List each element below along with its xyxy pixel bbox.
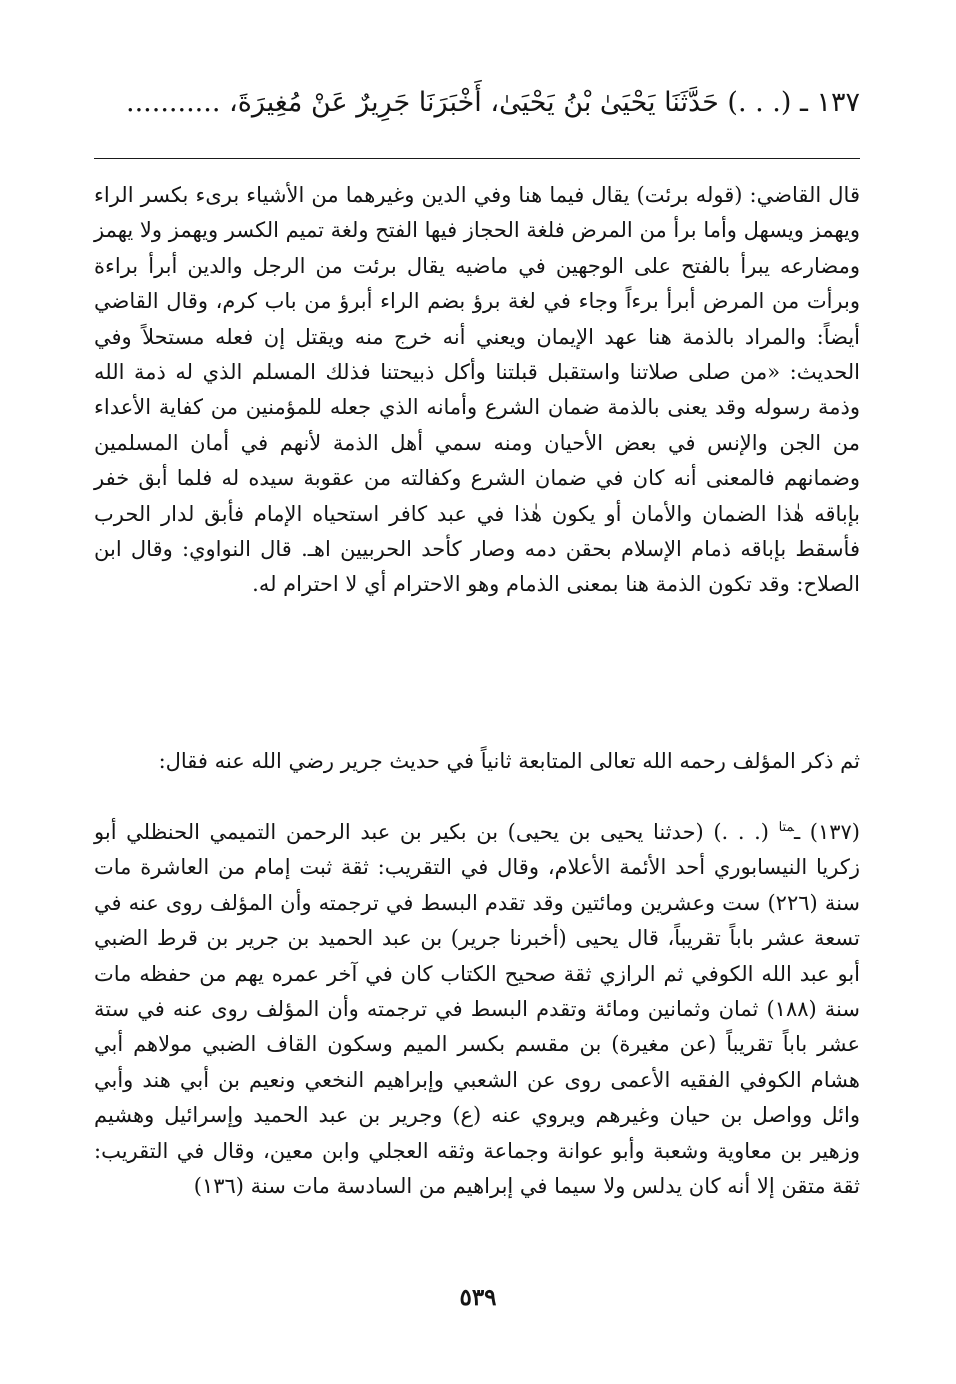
narration-ellipsis: (. . .): [713, 820, 769, 844]
commentary-paragraph: قال القاضي: (قوله برئت) يقال فيما هنا وفي الدين وغيرهما من الأشياء برىء بكسر الراء ويهمز ويسهل وأما برأ من المرض فلغة الحجاز فيها الفتح ولغة تميم الكسر ويهمز ولا يهمز ومضارعه يبرأ بالفتح على الوجهين في ماضيه يقال برئت من الرجل والدين أبرأ براءة وبرأت من المرض أبرأ برءاً وجاء في لغة برؤ بضم الراء أبرؤ من باب كرم، وقال القاضي أيضاً: والمراد بالذمة هنا عهد الإيمان ويعني أنه خرج منه ويقتل إن فعله مستحلاً وفي الحديث: «من صلى صلاتنا واستقبل قبلتنا وأكل ذبيحتنا فذلك المسلم الذي له ذمة الله وذمة رسوله وقد يعنى بالذمة ضمان الشرع وأمانه الذي جعله للمؤمنين من كفاية الأعداء من الجن والإنس في بعض الأحيان ومنه سمي أهل الذمة لأنهم في أمان المسلمين وضمانهم فالمعنى أنه كان في ضمان الشرع وكفالته من عقوبة سيده له فلما أبق خفر بإباقه هٰذا الضمان والأمان أو يكون هٰذا في عبد كافر استحياه الإمام فأبق لدار الحرب فأسقط بإباقه ذمام الإسلام بحقن دمه وصار كأحد الحربيين اهـ. قال النواوي: وقال ابن الصلاح: وقد تكون الذمة هنا بمعنى الذمام وهو الاحترام أي لا احترام له.: [94, 183, 860, 597]
narration-text: (حدثنا يحيى بن يحيى) بن بكير بن عبد الرحمن التميمي الحنظلي أبو زكريا النيسابوري أحد الأئمة الأعلام، وقال في التقريب: ثقة ثبت إمام من العاشرة مات سنة (٢٢٦) ست وعشرين ومائتين وقد تقدم البسط في ترجمته وأن المؤلف روى عنه في تسعة عشر باباً تقريباً، قال يحيى (أخبرنا جرير) بن عبد الحميد بن جرير بن قرط الضبي أبو عبد الله الكوفي ثم الرازي ثقة صحيح الكتاب كان في آخر عمره يهم من حفظه مات سنة (١٨٨) ثمان وثمانين ومائة وتقدم البسط في ترجمته وأن المؤلف روى عنه في ستة عشر باباً تقريباً (عن مغيرة) بن مقسم بكسر الميم وسكون القاف الضبي مولاهم أبي هشام الكوفي الفقيه الأعمى روى عن الشعبي وإبراهيم النخعي ونعيم بن أبي هند وأبي وائل وواصل بن حيان وغيرهم ويروي عنه (ع) وجرير بن عبد الحميد وإسرائيل وهشيم وزهير بن معاوية وشعبة وأبو عوانة وجماعة وثقه العجلي وابن معين، وقال في التقريب: ثقة متقن إلا أنه كان يدلس ولا سيما في إبراهيم من السادسة مات سنة (١٣٦): [94, 820, 861, 1199]
narration-number: (١٣٧) ـ: [794, 820, 860, 844]
mutaba-marker: متا: [778, 820, 794, 835]
narration-paragraph: [94, 810, 860, 1204]
hadith-heading: ١٣٧ ـ (. . .) حَدَّثَنَا يَحْيَىٰ بْنُ يَحْيَىٰ، أَخْبَرَنَا جَرِيرٌ عَنْ مُغِيرَةَ، ...........: [126, 87, 860, 118]
transition-paragraph: ثم ذكر المؤلف رحمه الله تعالى المتابعة ثانياً في حديث جرير رضي الله عنه فقال:: [158, 749, 860, 773]
page-number: ٥٣٩: [459, 1284, 497, 1311]
header-divider: [94, 158, 860, 159]
